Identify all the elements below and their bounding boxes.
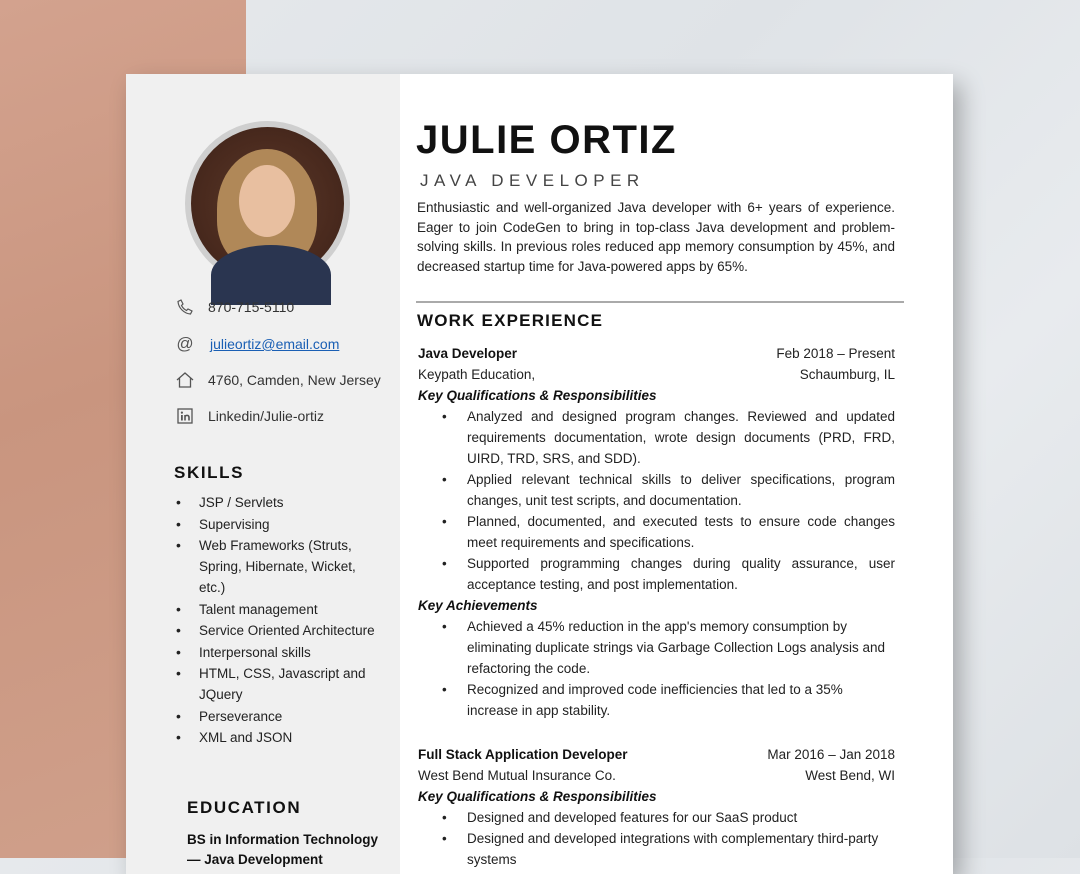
contact-email <box>174 335 339 353</box>
education-heading: EDUCATION <box>187 798 302 817</box>
list-item: • Applied relevant technical skills to deliver specifications, program changes, unit test scripts, and documentation. <box>418 469 895 511</box>
contact-phone <box>174 298 294 316</box>
qualifications-list <box>418 807 895 870</box>
resume-page <box>126 74 953 874</box>
qualifications-heading: Key Qualifications & Responsibilities <box>418 789 657 804</box>
qualifications-list <box>418 406 895 595</box>
achievements-list <box>418 616 895 721</box>
list-item: • Recognized and improved code inefficiencies that led to a 35% increase in app stability. <box>418 679 895 721</box>
list-item: • Analyzed and designed program changes. Reviewed and updated requirements documentation, wrote design documents (PRD, FRD, UIRD, TRD, SRS, and SDD). <box>418 406 895 469</box>
section-divider <box>416 301 904 303</box>
job-location: Schaumburg, IL <box>799 367 895 382</box>
job-dates: Mar 2016 – Jan 2018 <box>767 747 895 762</box>
list-item: • Designed and developed features for our SaaS product <box>418 807 895 828</box>
job-entry-1 <box>418 343 895 721</box>
linkedin-icon <box>174 407 196 425</box>
list-item: • HTML, CSS, Javascript and JQuery <box>174 663 384 705</box>
list-item: • Supported programming changes during quality assurance, user acceptance testing, and post implementation. <box>418 553 895 595</box>
job-entry-2 <box>418 744 895 870</box>
address-text: 4760, Camden, New Jersey <box>208 372 381 388</box>
job-dates: Feb 2018 – Present <box>776 346 895 361</box>
list-item: • Web Frameworks (Struts, Spring, Hibernate, Wicket, etc.) <box>174 535 384 598</box>
list-item: • XML and JSON <box>174 727 384 748</box>
contact-address <box>174 371 381 389</box>
qualifications-heading: Key Qualifications & Responsibilities <box>418 388 657 403</box>
skills-list <box>174 492 384 749</box>
phone-text: 870-715-5110 <box>208 299 295 315</box>
phone-icon <box>174 298 196 316</box>
linkedin-text: Linkedin/Julie-ortiz <box>208 408 324 424</box>
list-item: • Perseverance <box>174 706 384 727</box>
list-item: • Service Oriented Architecture <box>174 620 384 641</box>
job-company: West Bend Mutual Insurance Co. <box>418 768 616 783</box>
list-item: • Planned, documented, and executed tests to ensure code changes meet requirements and specifications. <box>418 511 895 553</box>
job-company: Keypath Education, <box>418 367 536 382</box>
job-role: Full Stack Application Developer <box>418 747 628 762</box>
contact-linkedin <box>174 407 324 425</box>
list-item: • Interpersonal skills <box>174 642 384 663</box>
resume-summary: Enthusiastic and well-organized Java developer with 6+ years of experience. Eager to join CodeGen to bring in top-class Java development and problem-solving skills. In previous roles reduced app memory consumption by 45%, and decreased startup time for Java-powered apps by 65%. <box>417 200 895 274</box>
list-item: • Achieved a 45% reduction in the app's memory consumption by eliminating duplicate strings via Garbage Collection Logs analysis and refactoring the code. <box>418 616 895 679</box>
at-icon: @ <box>176 334 194 353</box>
achievements-heading: Key Achievements <box>418 598 538 613</box>
list-item: • Talent management <box>174 599 384 620</box>
list-item: • Supervising <box>174 514 384 535</box>
resume-title: JAVA DEVELOPER <box>420 171 645 190</box>
resume-sidebar <box>126 74 400 874</box>
home-icon <box>174 371 196 389</box>
job-role: Java Developer <box>418 346 518 361</box>
profile-photo <box>185 121 350 286</box>
education-degree: BS in Information Technology — Java Development <box>187 832 378 867</box>
resume-name: JULIE ORTIZ <box>416 118 677 162</box>
skills-heading: SKILLS <box>174 463 245 482</box>
list-item: • JSP / Servlets <box>174 492 384 513</box>
job-location: West Bend, WI <box>805 768 895 783</box>
email-link[interactable]: julieortiz@email.com <box>210 336 340 352</box>
list-item: • Designed and developed integrations with complementary third-party systems <box>418 828 895 870</box>
work-experience-heading: WORK EXPERIENCE <box>417 311 604 330</box>
